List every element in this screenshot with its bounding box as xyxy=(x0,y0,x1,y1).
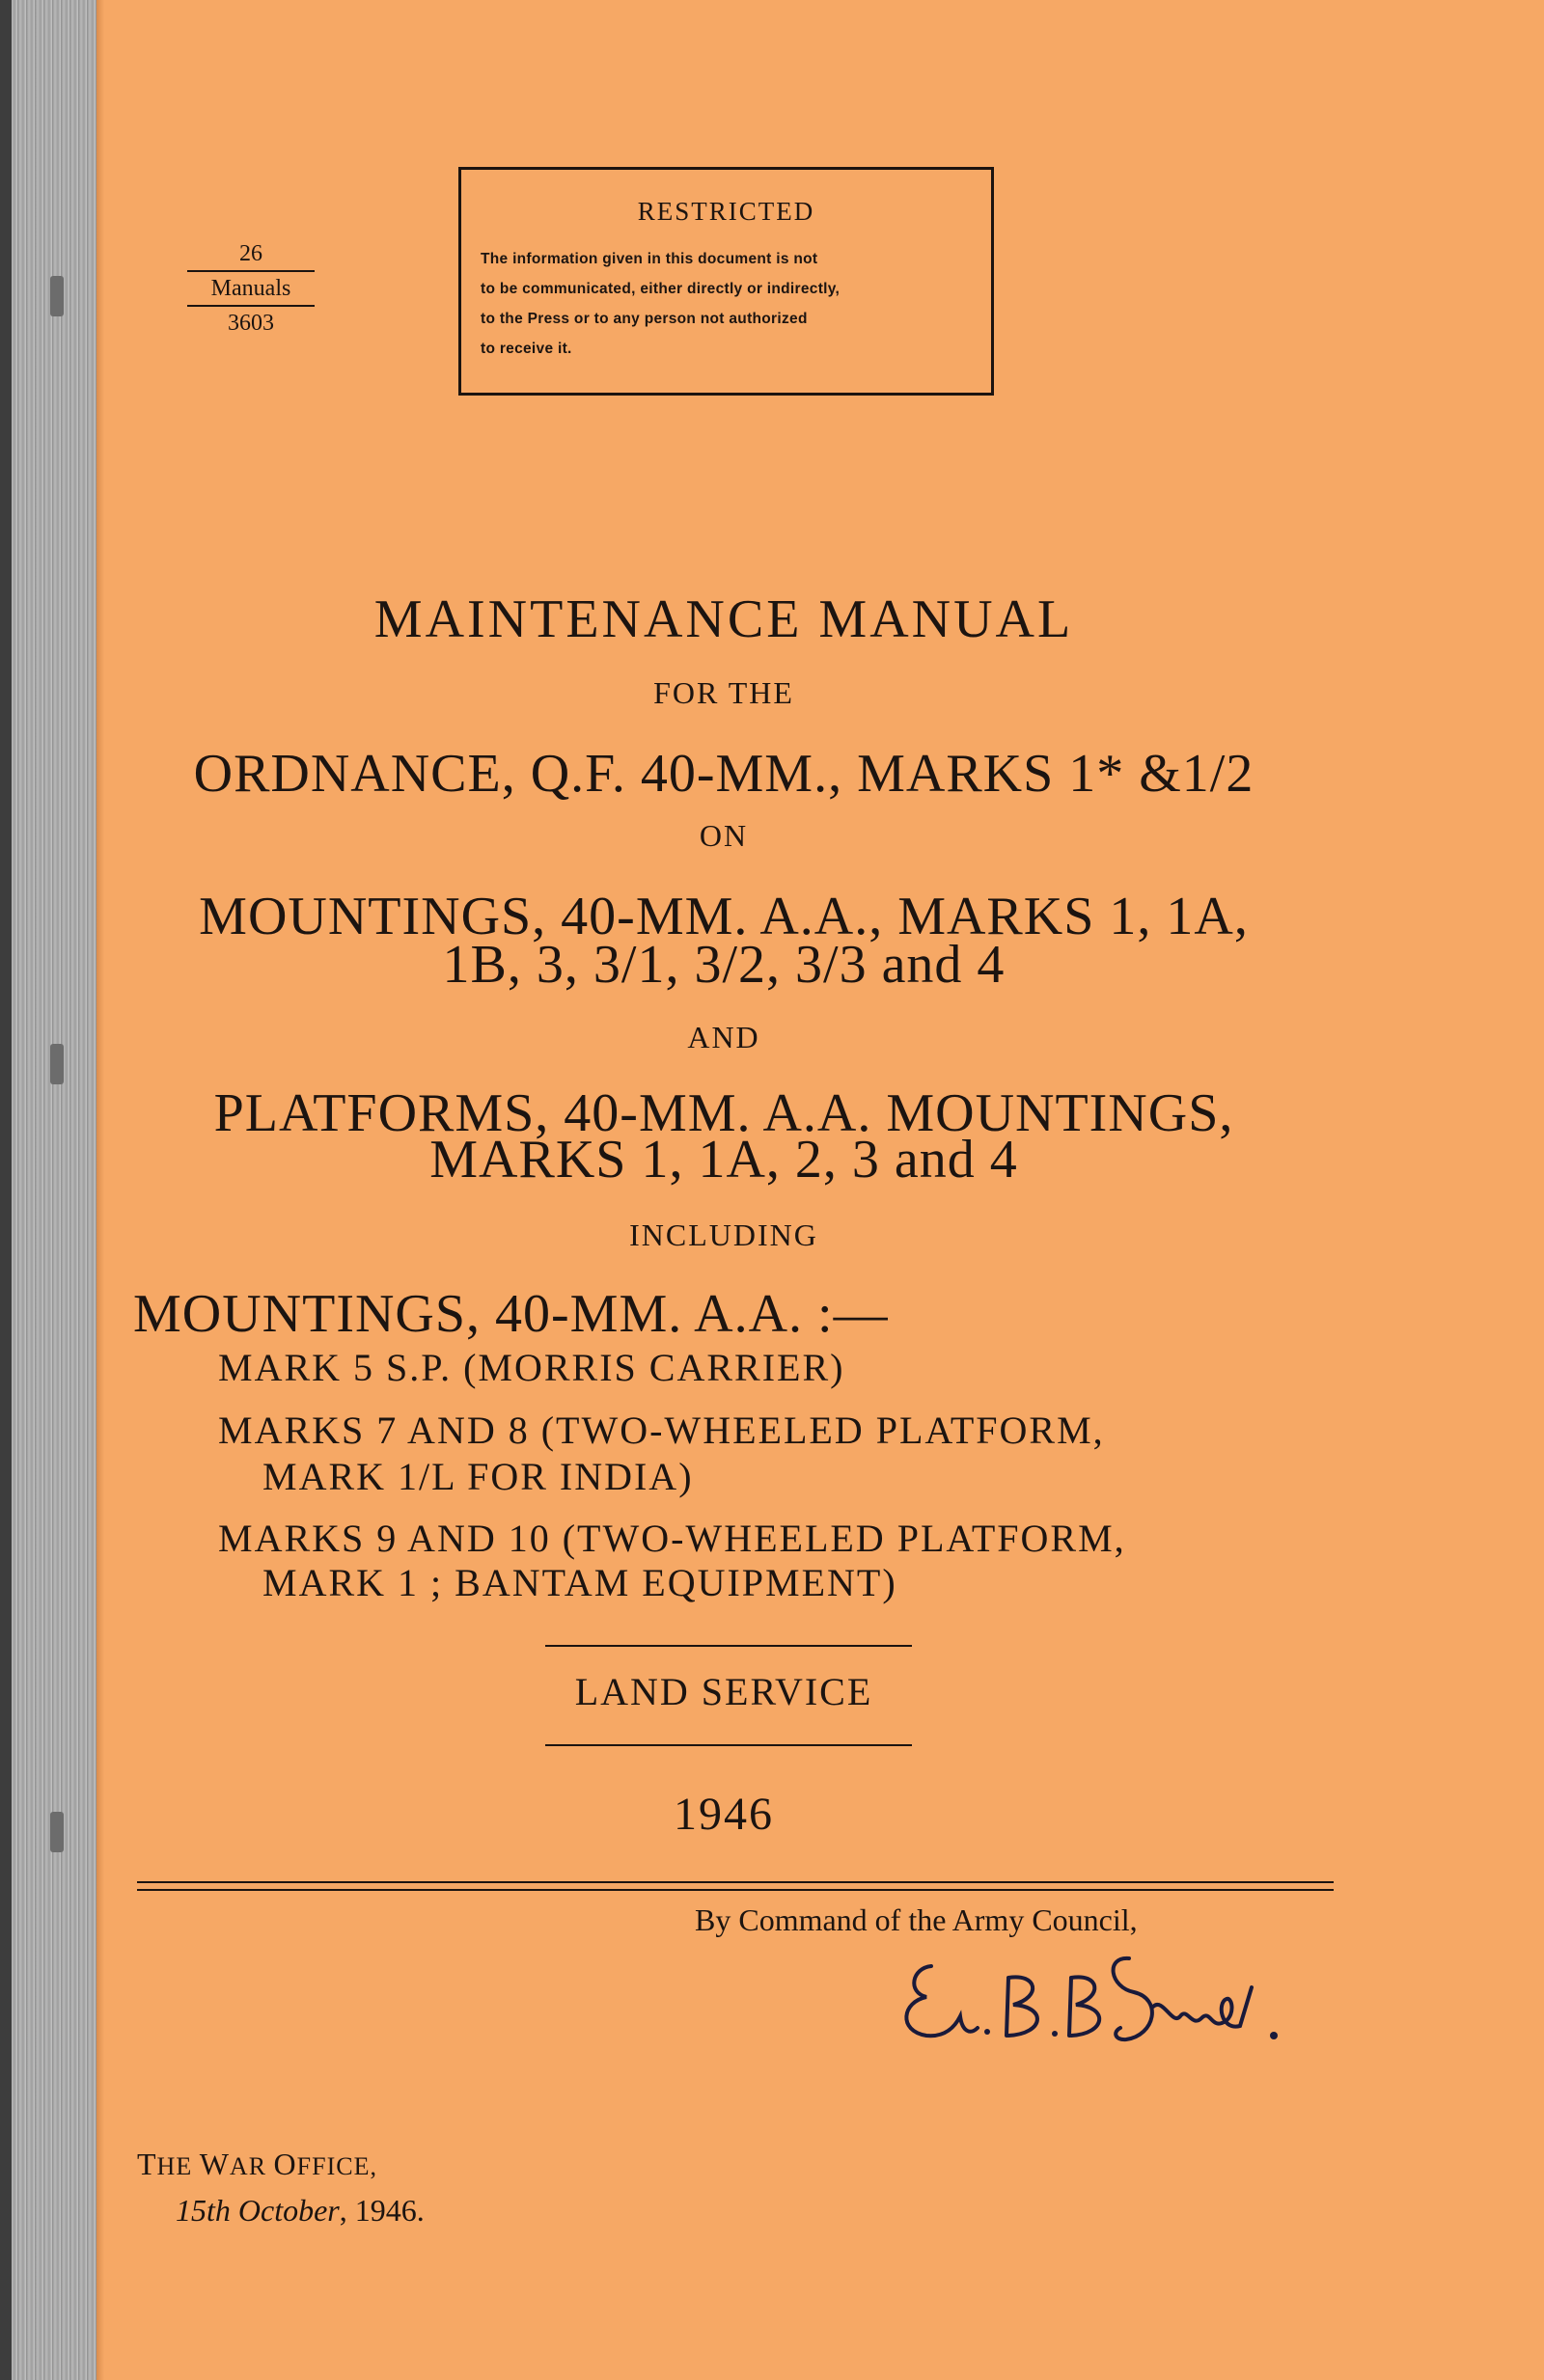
on-label: ON xyxy=(699,818,749,853)
staple-middle xyxy=(50,1044,64,1084)
and-label: AND xyxy=(687,1020,760,1054)
list-item: MARKS 9 AND 10 (TWO-WHEELED PLATFORM, xyxy=(218,1517,1126,1560)
mountings-aa-heading: MOUNTINGS, 40-MM. A.A. :— xyxy=(133,1284,889,1344)
issue-date xyxy=(176,2193,425,2229)
mountings-heading-line-2: 1B, 3, 3/1, 3/2, 3/3 and 4 xyxy=(442,935,1006,995)
restricted-line: to be communicated, either directly or indirectly, xyxy=(481,281,841,297)
document-title: MAINTENANCE MANUAL xyxy=(373,589,1074,649)
command-line: By Command of the Army Council, xyxy=(695,1902,1138,1937)
double-rule-bottom xyxy=(137,1889,1334,1891)
office-initial: T xyxy=(137,2147,157,2181)
publication-year: 1946 xyxy=(674,1789,774,1840)
mountings-heading-line-1: MOUNTINGS, 40-MM. A.A., MARKS 1, 1A, xyxy=(199,887,1249,946)
restricted-line: to receive it. xyxy=(481,341,572,357)
list-item: MARK 1 ; BANTAM EQUIPMENT) xyxy=(262,1561,897,1604)
office-initial: O xyxy=(273,2147,297,2181)
file-reference xyxy=(183,239,318,338)
ordnance-heading: ORDNANCE, Q.F. 40-MM., MARKS 1* &1/2 xyxy=(193,744,1254,804)
binding-edge xyxy=(0,0,12,2380)
list-item: MARKS 7 AND 8 (TWO-WHEELED PLATFORM, xyxy=(218,1409,1105,1452)
list-item: MARK 5 S.P. (MORRIS CARRIER) xyxy=(218,1346,845,1389)
date-day: 15th xyxy=(176,2193,231,2228)
including-label: INCLUDING xyxy=(629,1217,818,1252)
restricted-line: to the Press or to any person not authorized xyxy=(481,311,808,327)
restricted-notice-box xyxy=(458,167,994,396)
list-item: MARK 1/L FOR INDIA) xyxy=(262,1455,694,1498)
restricted-heading: RESTRICTED xyxy=(637,197,815,226)
divider-line xyxy=(545,1744,912,1746)
restricted-line: The information given in this document is not xyxy=(481,251,818,267)
file-reference-number: 26 xyxy=(239,241,262,266)
platforms-heading-line-1: PLATFORMS, 40-MM. A.A. MOUNTINGS, xyxy=(213,1083,1234,1143)
file-reference-code: 3603 xyxy=(228,311,274,336)
fraction-rule xyxy=(187,270,315,272)
war-office-line xyxy=(137,2147,377,2182)
date-month: October xyxy=(237,2193,340,2228)
office-initial: W xyxy=(199,2147,230,2181)
signature-image xyxy=(873,1939,1356,2093)
platforms-heading-line-2: MARKS 1, 1A, 2, 3 and 4 xyxy=(429,1130,1018,1190)
file-reference-series: Manuals xyxy=(210,276,291,301)
staple-top xyxy=(50,276,64,316)
restricted-text xyxy=(481,244,982,364)
fraction-rule xyxy=(187,305,315,307)
binding-spine xyxy=(0,0,96,2380)
service-label: LAND SERVICE xyxy=(574,1670,873,1713)
office-word: FFICE, xyxy=(296,2152,377,2180)
office-word: HE xyxy=(156,2152,200,2180)
staple-bottom xyxy=(50,1812,64,1852)
date-year: , 1946. xyxy=(339,2193,425,2228)
for-the-label: FOR THE xyxy=(653,675,794,710)
office-word: AR xyxy=(229,2152,274,2180)
double-rule-top xyxy=(137,1881,1334,1883)
divider-line xyxy=(545,1645,912,1647)
